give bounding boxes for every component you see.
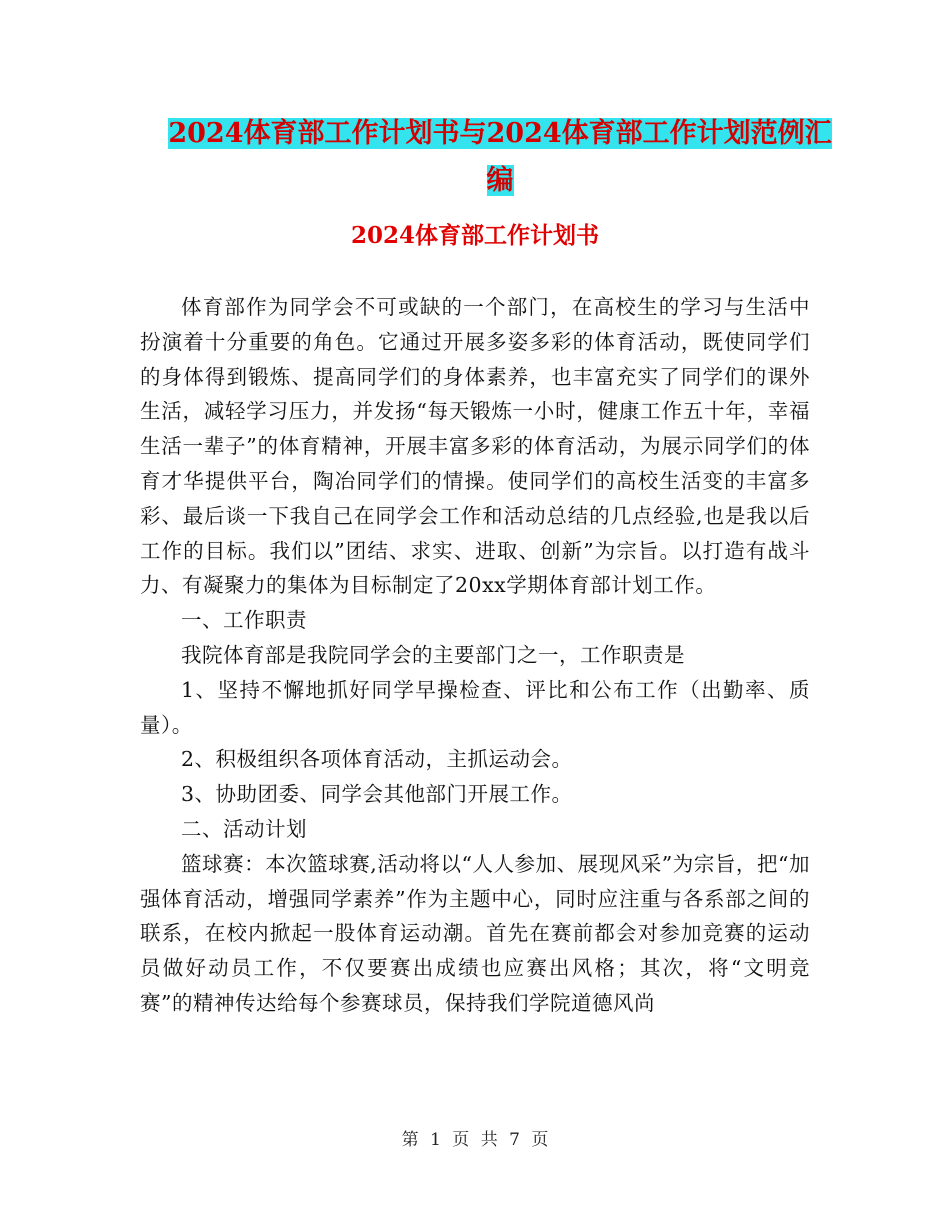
document-title bbox=[150, 110, 850, 204]
paragraph-intro: 体育部作为同学会不可或缺的一个部门，在高校生的学习与生活中扮演着十分重要的角色。它通过开展多姿多彩的体育活动，既使同学们的身体得到锻炼、提高同学们的身体素养，也丰富充实了同学们的课外生活，减轻学习压力，并发扬“每天锻炼一小时，健康工作五十年，幸福生活一辈子”的体育精神，开展丰富多彩的体育活动，为展示同学们的体育才华提供平台，陶冶同学们的情操。使同学们的高校生活变的丰富多彩、最后谈一下我自己在同学会工作和活动总结的几点经验,也是我以后工作的目标。我们以”团结、求实、进取、创新”为宗旨。以打造有战斗力、有凝聚力的集体为目标制定了20xx学期体育部计划工作。 bbox=[140, 295, 810, 598]
list-item-duty-1: 1、坚持不懈地抓好同学早操检查、评比和公布工作（出勤率、质量）。 bbox=[140, 677, 810, 737]
section-title: 2024体育部工作计划书 bbox=[350, 222, 599, 249]
document-body bbox=[140, 290, 810, 1021]
heading-activity-plan: 二、活动计划 bbox=[181, 816, 307, 841]
page-footer: 第 1 页 共 7 页 bbox=[401, 1130, 549, 1150]
paragraph-basketball: 篮球赛：本次篮球赛,活动将以“人人参加、展现风采”为宗旨，把“加强体育活动，增强同学素养”作为主题中心，同时应注重与各系部之间的联系，在校内掀起一股体育运动潮。首先在赛前都会对参加竞赛的运动员做好动员工作，不仅要赛出成绩也应赛出风格；其次，将“文明竞赛”的精神传达给每个参赛球员，保持我们学院道德风尚 bbox=[140, 851, 810, 1015]
document-title-line1: 2024体育部工作计划书与2024体育部工作计划范例汇 bbox=[168, 118, 832, 149]
list-item-duty-2: 2、积极组织各项体育活动，主抓运动会。 bbox=[181, 747, 573, 772]
heading-duties: 一、工作职责 bbox=[181, 608, 307, 633]
paragraph-duties-intro: 我院体育部是我院同学会的主要部门之一，工作职责是 bbox=[181, 642, 685, 667]
list-item-duty-3: 3、协助团委、同学会其他部门开展工作。 bbox=[181, 782, 573, 807]
document-title-line2: 编 bbox=[486, 165, 514, 196]
